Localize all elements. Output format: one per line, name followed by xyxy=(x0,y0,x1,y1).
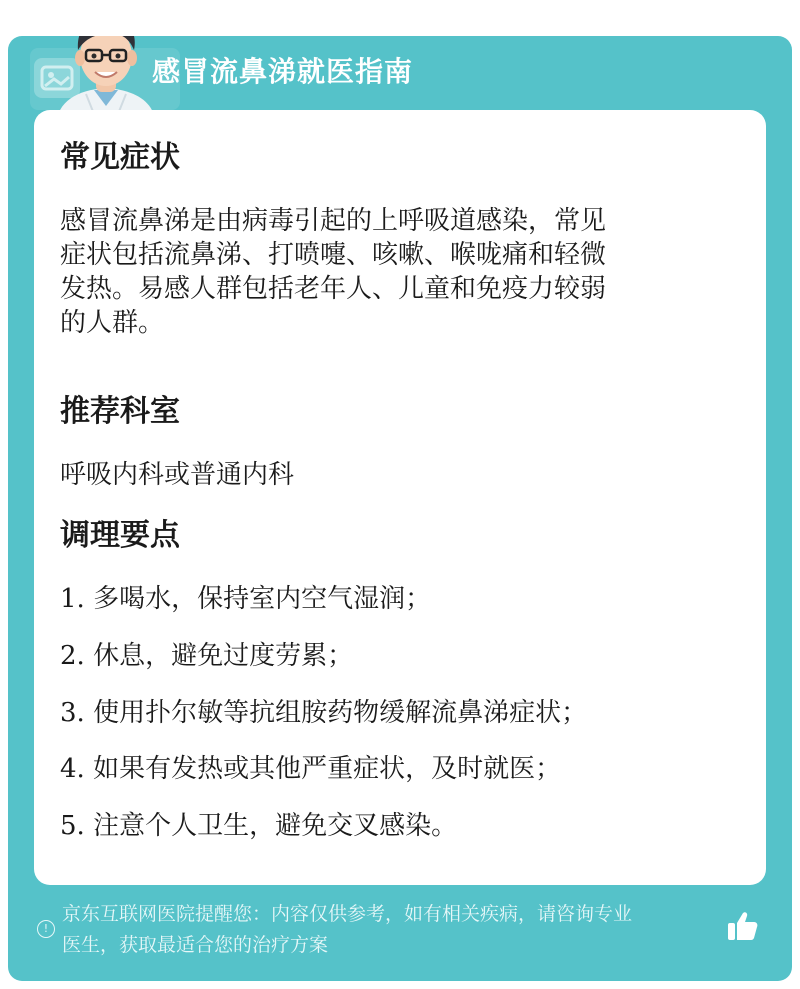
info-icon: ! xyxy=(37,920,55,938)
department-text: 呼吸内科或普通内科 xyxy=(60,460,295,490)
care-item: 3. 使用扑尔敏等抗组胺药物缓解流鼻涕症状； xyxy=(60,698,588,728)
guide-card xyxy=(8,36,792,981)
thumbs-up-icon[interactable] xyxy=(724,908,760,944)
content-panel xyxy=(34,110,766,885)
disclaimer-text xyxy=(62,899,728,961)
symptoms-line: 发热。易感人群包括老年人、儿童和免疫力较弱 xyxy=(60,274,607,304)
care-heading: 调理要点 xyxy=(60,518,180,553)
care-item: 4. 如果有发热或其他严重症状，及时就医； xyxy=(60,754,562,784)
disclaimer-line: 京东互联网医院提醒您：内容仅供参考，如有相关疾病，请咨询专业 xyxy=(62,903,633,925)
care-item: 2. 休息，避免过度劳累； xyxy=(60,641,354,671)
page-title: 感冒流鼻涕就医指南 xyxy=(152,55,414,88)
department-heading: 推荐科室 xyxy=(60,394,180,429)
disclaimer-line: 医生，获取最适合您的治疗方案 xyxy=(62,934,329,956)
symptoms-heading: 常见症状 xyxy=(60,140,180,175)
symptoms-line: 症状包括流鼻涕、打喷嚏、咳嗽、喉咙痛和轻微 xyxy=(60,240,607,270)
symptoms-line: 的人群。 xyxy=(60,308,165,338)
care-item: 1. 多喝水，保持室内空气湿润； xyxy=(60,584,432,614)
care-item: 5. 注意个人卫生，避免交叉感染。 xyxy=(60,811,458,841)
symptoms-text xyxy=(60,204,736,340)
symptoms-line: 感冒流鼻涕是由病毒引起的上呼吸道感染，常见 xyxy=(60,206,607,236)
